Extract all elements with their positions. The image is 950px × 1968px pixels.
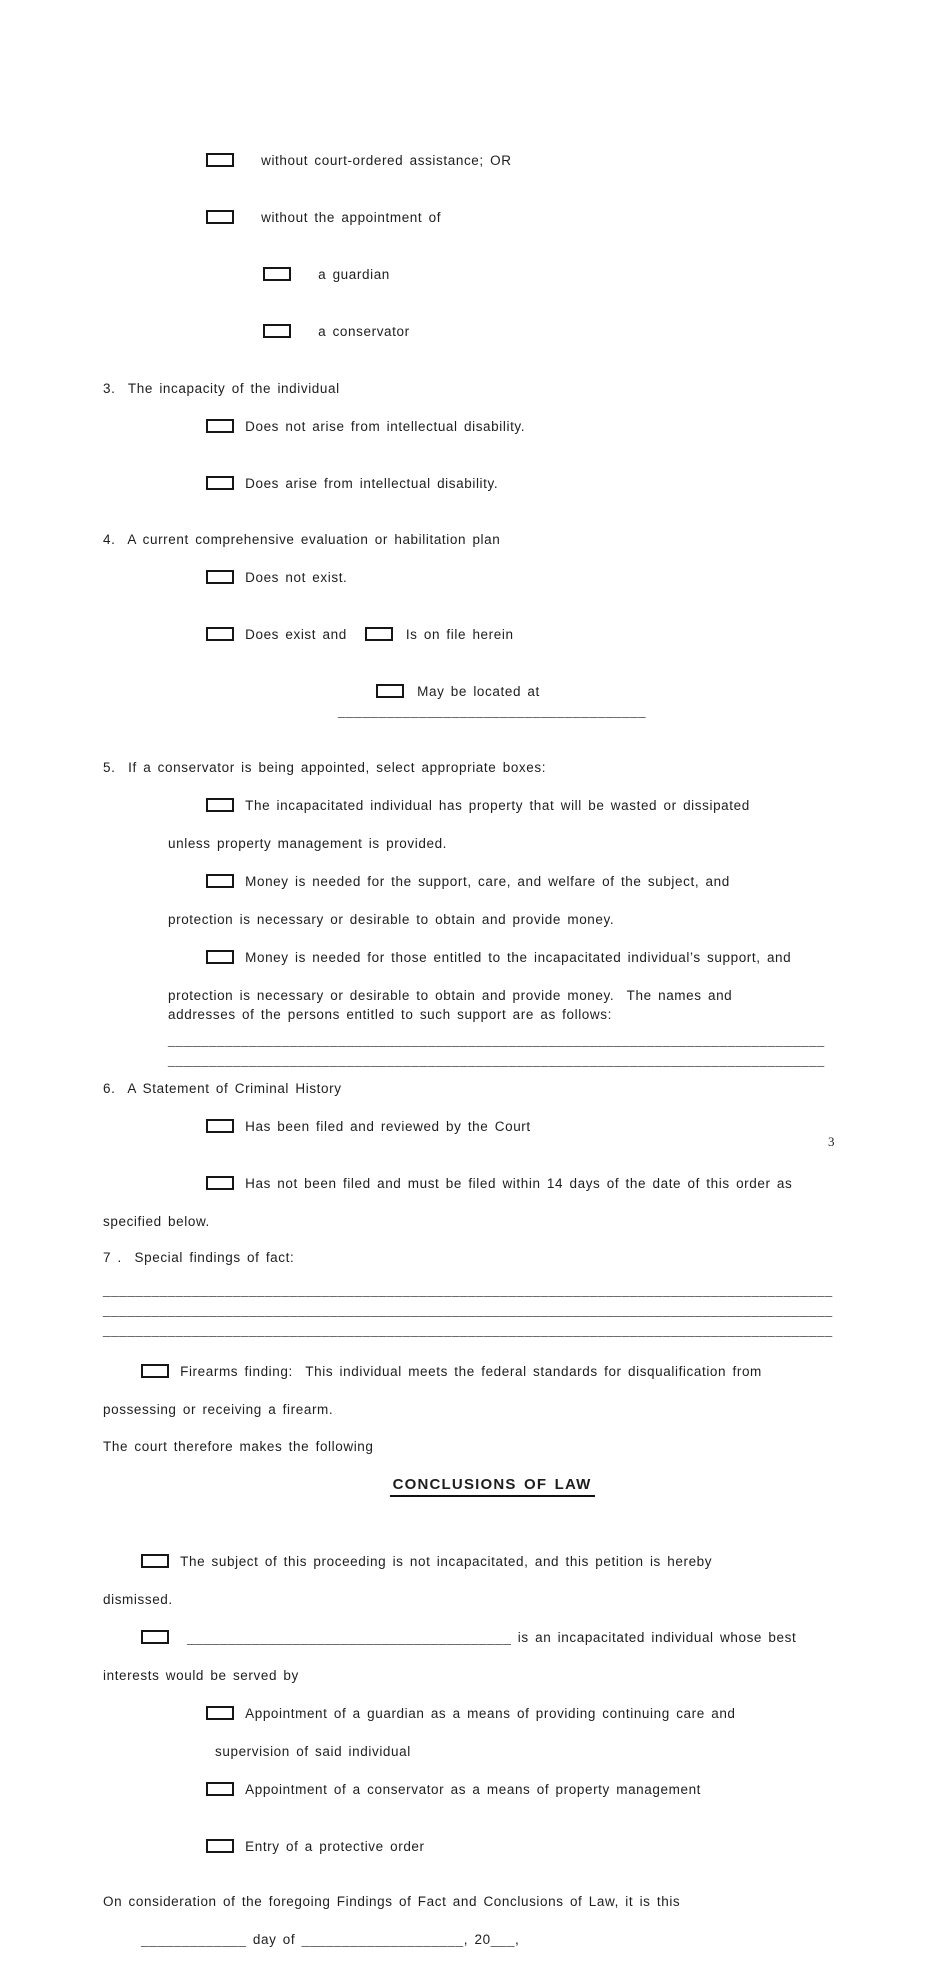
text-row: protection is necessary or desirable to obtain and provide money. bbox=[168, 912, 615, 927]
closing-date-row bbox=[103, 1911, 843, 1968]
blank-line-row bbox=[103, 1280, 843, 1300]
closing-text: , 20 bbox=[463, 1932, 491, 1947]
checkbox-row bbox=[103, 1343, 843, 1400]
checkbox-label: Does not arise from intellectual disability. bbox=[245, 419, 526, 434]
checkbox-may-be-located-at[interactable] bbox=[376, 684, 404, 698]
checkbox-label: Firearms finding: This individual meets the federal standards for disqualification from bbox=[180, 1364, 762, 1379]
checkbox-row bbox=[103, 1098, 843, 1155]
checkbox-row bbox=[103, 398, 843, 455]
closing-text: , bbox=[515, 1932, 520, 1947]
checkbox-label: Does arise from intellectual disability. bbox=[245, 476, 499, 491]
checkbox-criminal-history-not-filed[interactable] bbox=[206, 1176, 234, 1190]
checkbox-row bbox=[103, 1761, 843, 1818]
checkbox-label: is an incapacitated individual whose best bbox=[511, 1630, 797, 1645]
checkbox-property-wasted[interactable] bbox=[206, 798, 234, 812]
checkbox-does-arise-intellectual-disability[interactable] bbox=[206, 476, 234, 490]
blank-special-findings-3[interactable]: __________________________________________________________________________________________ bbox=[103, 1322, 833, 1337]
checkbox-row bbox=[103, 1155, 843, 1212]
checkbox-firearms-finding[interactable] bbox=[141, 1364, 169, 1378]
checkbox-row bbox=[103, 777, 843, 834]
checkbox-label: Does exist and bbox=[245, 627, 347, 642]
checkbox-row bbox=[103, 455, 843, 512]
checkbox-row bbox=[103, 853, 843, 910]
text-row: interests would be served by bbox=[103, 1668, 299, 1683]
checkbox-appointment-conservator[interactable] bbox=[206, 1782, 234, 1796]
checkbox-a-conservator[interactable] bbox=[263, 324, 291, 338]
checkbox-label: Entry of a protective order bbox=[245, 1839, 425, 1854]
blank-plan-location[interactable]: ______________________________________ bbox=[338, 703, 647, 718]
closing-text: day of bbox=[246, 1932, 302, 1947]
checkbox-label: Money is needed for the support, care, and welfare of the subject, and bbox=[245, 874, 730, 889]
blank-line-row bbox=[103, 1320, 843, 1340]
checkbox-without-appointment[interactable] bbox=[206, 210, 234, 224]
checkbox-label: a conservator bbox=[318, 324, 410, 339]
text-row: possessing or receiving a firearm. bbox=[103, 1402, 334, 1417]
checkbox-label: Has been filed and reviewed by the Court bbox=[245, 1119, 531, 1134]
checkbox-label: without the appointment of bbox=[261, 210, 442, 225]
checkbox-without-court-ordered-assistance[interactable] bbox=[206, 153, 234, 167]
blank-line-row bbox=[103, 1300, 843, 1320]
document-content bbox=[103, 132, 843, 1968]
checkbox-appointment-guardian[interactable] bbox=[206, 1706, 234, 1720]
text-row: dismissed. bbox=[103, 1592, 173, 1607]
checkbox-label: Appointment of a guardian as a means of providing continuing care and bbox=[245, 1706, 736, 1721]
conclusions-heading-row bbox=[103, 1456, 843, 1516]
checkbox-row bbox=[103, 1685, 843, 1742]
checkbox-money-needed-entitled[interactable] bbox=[206, 950, 234, 964]
blank-line-row bbox=[103, 1050, 843, 1070]
blank-special-findings-2[interactable]: __________________________________________________________________________________________ bbox=[103, 1302, 833, 1317]
checkbox-row bbox=[103, 1818, 843, 1875]
blank-year[interactable]: ___ bbox=[490, 1932, 516, 1947]
section6-title: 6. A Statement of Criminal History bbox=[103, 1081, 342, 1096]
blank-support-addresses-1[interactable]: _________________________________________________________________________________ bbox=[168, 1032, 825, 1047]
checkbox-does-not-arise-intellectual-disability[interactable] bbox=[206, 419, 234, 433]
checkbox-row bbox=[103, 929, 843, 986]
blank-support-addresses-2[interactable]: _________________________________________________________________________________ bbox=[168, 1052, 825, 1067]
checkbox-plan-does-not-exist[interactable] bbox=[206, 570, 234, 584]
closing-line: On consideration of the foregoing Findings of Fact and Conclusions of Law, it is this bbox=[103, 1894, 681, 1909]
text-row: supervision of said individual bbox=[215, 1744, 411, 1759]
checkbox-on-file-herein[interactable] bbox=[365, 627, 393, 641]
checkbox-plan-does-exist[interactable] bbox=[206, 627, 234, 641]
text-row: specified below. bbox=[103, 1214, 210, 1229]
text-row: unless property management is provided. bbox=[168, 836, 448, 851]
checkbox-label: Does not exist. bbox=[245, 570, 348, 585]
checkbox-row bbox=[103, 549, 843, 606]
checkbox-a-guardian[interactable] bbox=[263, 267, 291, 281]
section4-title: 4. A current comprehensive evaluation or habilitation plan bbox=[103, 532, 501, 547]
blank-individual-name[interactable]: ________________________________________ bbox=[187, 1630, 512, 1645]
section7-title: 7 . Special findings of fact: bbox=[103, 1250, 295, 1265]
checkbox-not-incapacitated-dismissed[interactable] bbox=[141, 1554, 169, 1568]
blank-special-findings-1[interactable]: __________________________________________________________________________________________ bbox=[103, 1282, 833, 1297]
text-row: protection is necessary or desirable to obtain and provide money. The names and bbox=[168, 988, 733, 1003]
page-number: 3 bbox=[828, 1134, 835, 1149]
checkbox-label: May be located at bbox=[417, 684, 547, 699]
checkbox-row bbox=[103, 1609, 843, 1666]
checkbox-label: Money is needed for those entitled to the incapacitated individual’s support, and bbox=[245, 950, 792, 965]
checkbox-row bbox=[103, 303, 843, 360]
checkbox-criminal-history-filed[interactable] bbox=[206, 1119, 234, 1133]
checkbox-row bbox=[103, 606, 843, 663]
conclusions-intro: The court therefore makes the following bbox=[103, 1439, 374, 1454]
text-row: addresses of the persons entitled to such support are as follows: bbox=[168, 1007, 612, 1022]
checkbox-label: without court-ordered assistance; OR bbox=[261, 153, 512, 168]
checkbox-label: Appointment of a conservator as a means of property management bbox=[245, 1782, 702, 1797]
checkbox-money-needed-subject[interactable] bbox=[206, 874, 234, 888]
checkbox-row bbox=[103, 189, 843, 246]
checkbox-is-incapacitated[interactable] bbox=[141, 1630, 169, 1644]
blank-line-row bbox=[103, 1030, 843, 1050]
blank-month[interactable]: ____________________ bbox=[301, 1932, 464, 1947]
checkbox-label: The subject of this proceeding is not incapacitated, and this petition is hereby bbox=[180, 1554, 713, 1569]
section5-title: 5. If a conservator is being appointed, select appropriate boxes: bbox=[103, 760, 547, 775]
checkbox-label: Is on file herein bbox=[405, 627, 514, 642]
checkbox-row bbox=[103, 246, 843, 303]
blank-day[interactable]: _____________ bbox=[141, 1932, 247, 1947]
checkbox-label: a guardian bbox=[318, 267, 390, 282]
checkbox-row bbox=[103, 663, 843, 739]
checkbox-row bbox=[103, 132, 843, 189]
conclusions-heading: CONCLUSIONS OF LAW bbox=[390, 1475, 595, 1497]
checkbox-label: Has not been filed and must be filed within 14 days of the date of this order as bbox=[245, 1176, 793, 1191]
section3-title: 3. The incapacity of the individual bbox=[103, 381, 340, 396]
checkbox-label: The incapacitated individual has property that will be wasted or dissipated bbox=[245, 798, 750, 813]
checkbox-entry-protective-order[interactable] bbox=[206, 1839, 234, 1853]
checkbox-row bbox=[103, 1533, 843, 1590]
